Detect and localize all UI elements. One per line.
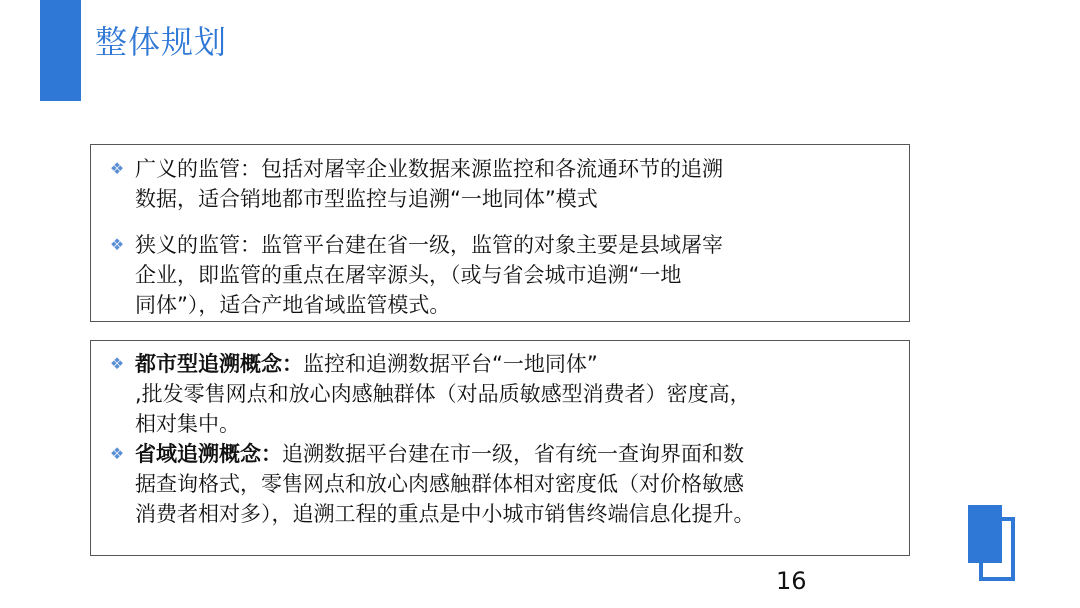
concept-term: 省域追溯概念： [135,442,282,466]
item-line: 同体”），适合产地省域监管模式。 [135,293,451,317]
title-accent-bar [40,0,81,101]
list-item [103,230,893,320]
concept-text: 追溯数据平台建在市一级，省有统一查询界面和数 [282,442,744,466]
item-line: 狭义的监管：监管平台建在省一级，监管的对象主要是县域屠宰 [135,233,723,257]
list-item [103,439,893,529]
concept-box [90,340,910,556]
decor-outlined-square [979,517,1015,581]
definition-box [90,144,910,322]
slide-title: 整体规划 [95,23,228,61]
list-item [103,154,893,214]
item-line: 相对集中。 [135,412,240,436]
diamond-bullet-icon: ❖ [109,444,125,463]
item-line: 企业，即监管的重点在屠宰源头，（或与省会城市追溯“一地 [135,263,682,287]
item-line: 据查询格式，零售网点和放心肉感触群体相对密度低（对价格敏感 [135,472,744,496]
concept-text: 监控和追溯数据平台“一地同体” [303,352,598,376]
item-line [135,349,893,379]
diamond-bullet-icon: ❖ [109,159,125,178]
page-number: 16 [776,567,807,595]
diamond-bullet-icon: ❖ [109,354,125,373]
list-item [103,349,893,439]
diamond-bullet-icon: ❖ [109,235,125,254]
concept-term: 都市型追溯概念： [135,352,303,376]
item-line: 消费者相对多），追溯工程的重点是中小城市销售终端信息化提升。 [135,502,755,526]
item-line: 广义的监管：包括对屠宰企业数据来源监控和各流通环节的追溯 [135,157,723,181]
item-line: 数据，适合销地都市型监控与追溯“一地同体”模式 [135,187,598,211]
item-line: ,批发零售网点和放心肉感触群体（对品质敏感型消费者）密度高， [135,382,751,406]
item-line [135,439,893,469]
